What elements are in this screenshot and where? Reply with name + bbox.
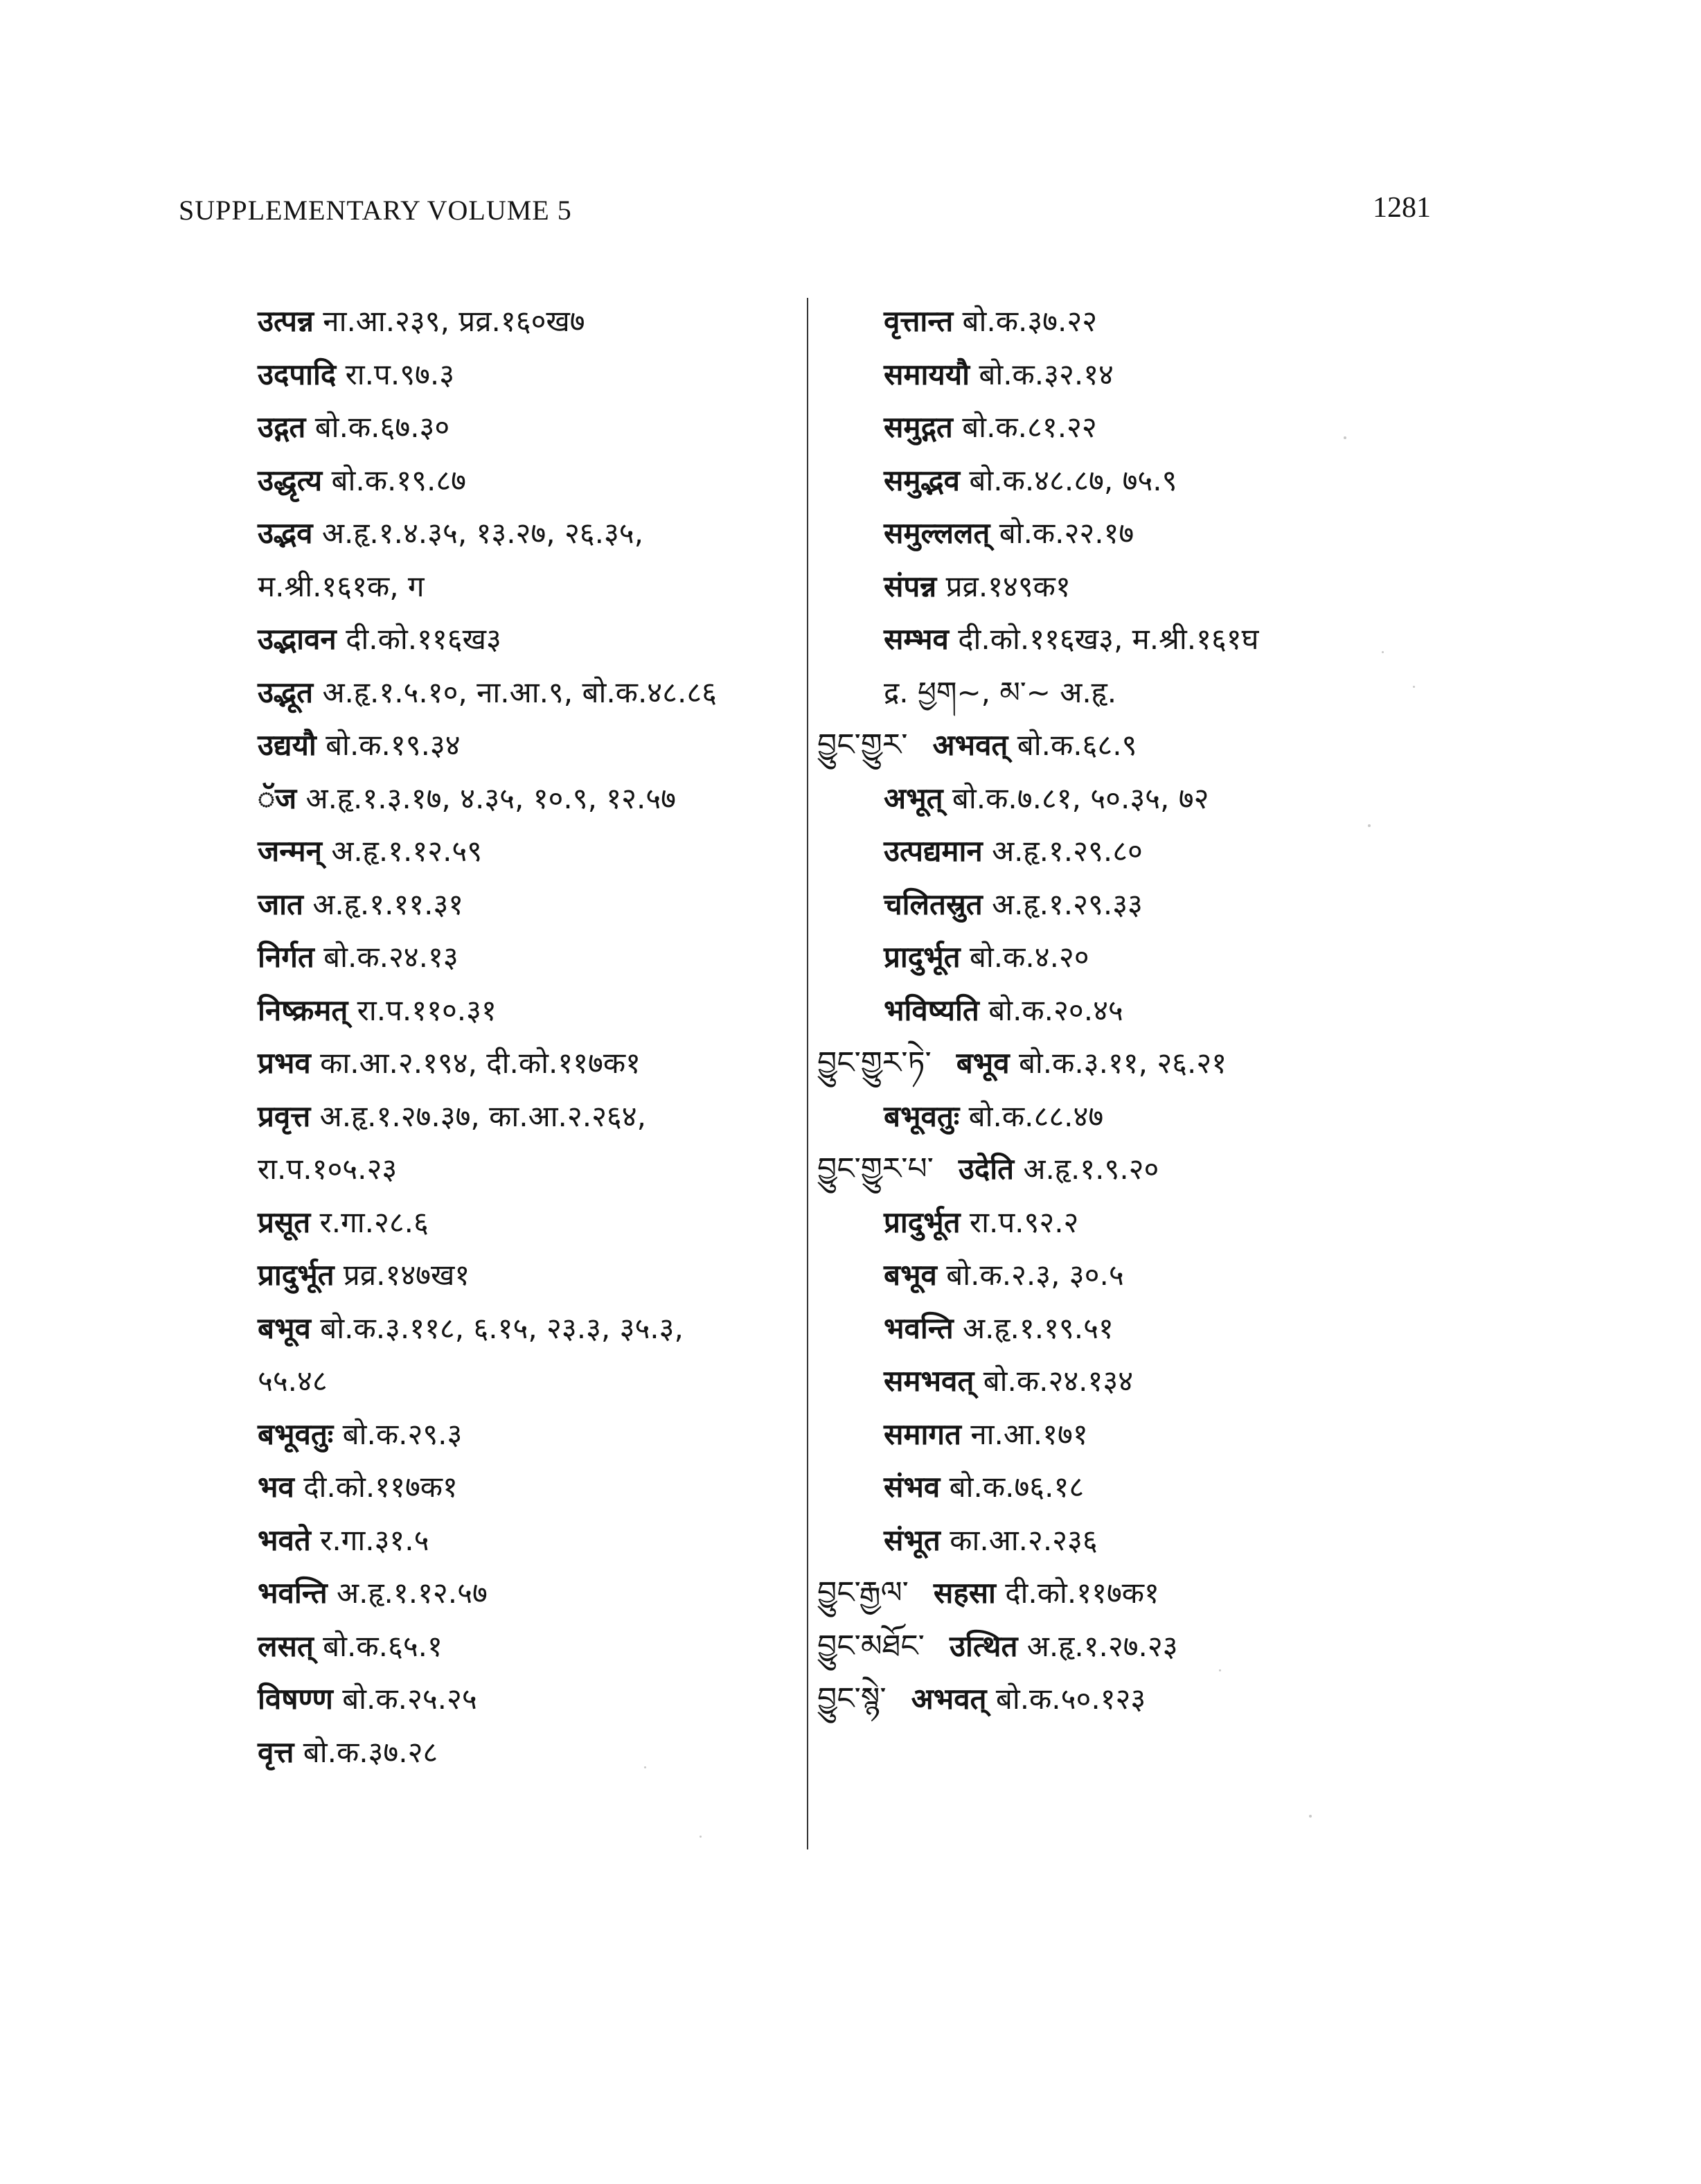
- headword: प्रादुर्भूत: [884, 940, 961, 974]
- headword: सहसा: [933, 1576, 996, 1610]
- headword: लसत्: [258, 1628, 314, 1663]
- reference: रा.प.११०.३१: [357, 993, 497, 1027]
- index-entry: [258, 772, 805, 826]
- scan-speck: [1344, 436, 1346, 439]
- reference: रा.प.१०५.२३: [258, 1152, 398, 1186]
- index-entry: [258, 1249, 805, 1302]
- index-entry: [258, 1673, 805, 1726]
- headword: भवन्ति: [884, 1311, 954, 1345]
- reference: र.गा.२८.६: [319, 1205, 429, 1239]
- tibetan-entry: [817, 719, 1551, 772]
- index-entry: [817, 348, 1551, 402]
- index-entry: [817, 984, 1551, 1038]
- reference: बो.क.६५.१: [323, 1628, 443, 1663]
- index-entry: [258, 719, 805, 772]
- page-number: 1281: [1373, 192, 1431, 224]
- headword: संभव: [884, 1470, 941, 1504]
- reference: बो.क.२४.१३४: [983, 1364, 1134, 1398]
- index-entry: [258, 560, 805, 614]
- headword: प्रभव: [258, 1046, 311, 1080]
- reference: दी.को.११७क१: [1005, 1576, 1159, 1610]
- headword: समागत: [884, 1417, 961, 1451]
- headword: उत्पन्न: [258, 304, 314, 338]
- tibetan-entry: [817, 1567, 1551, 1620]
- reference: प्रव्र.१४९क१: [945, 569, 1071, 603]
- index-entry: [258, 1726, 805, 1779]
- index-entry: [817, 1355, 1551, 1408]
- scan-speck: [1382, 651, 1384, 653]
- headword: निष्क्रमत्: [258, 993, 348, 1027]
- reference: दी.को.११६ख३, म.श्री.१६१घ: [958, 622, 1259, 656]
- reference: बो.क.१९.८७: [331, 463, 467, 497]
- reference: बो.क.१९.३४: [326, 728, 461, 762]
- headword: उद्गत: [258, 410, 306, 444]
- tibetan-term: བྱུང་གྱུར་: [817, 727, 908, 763]
- scan-speck: [1219, 1669, 1221, 1671]
- headword: भवन्ति: [258, 1576, 328, 1610]
- tibetan-term: བྱུང་མཐོང་: [817, 1628, 925, 1664]
- reference: बो.क.४.२०: [969, 940, 1089, 974]
- index-entry: [817, 825, 1551, 878]
- headword: अभूत्: [884, 781, 943, 815]
- headword: उद्भूत: [258, 675, 314, 709]
- headword: संपन्न: [884, 569, 937, 603]
- reference: बो.क.८८.४७: [968, 1099, 1104, 1133]
- reference: अ.हृ.१.२९.८०: [992, 834, 1143, 868]
- reference: बो.क.२.३, ३०.५: [946, 1258, 1124, 1292]
- headword: बभूव: [884, 1258, 937, 1292]
- index-entry: [258, 1302, 805, 1356]
- reference: बो.क.३७.२८: [303, 1734, 438, 1769]
- reference: रा.प.९७.३: [345, 357, 455, 391]
- index-entry: [258, 1143, 805, 1196]
- scan-speck: [700, 1836, 702, 1838]
- index-entry: [258, 1090, 805, 1144]
- reference: का.आ.२.१९४, दी.को.११७क१: [320, 1046, 641, 1080]
- reference: अ.हृ.१.११.३१: [312, 887, 464, 921]
- headword: प्रादुर्भूत: [884, 1205, 961, 1239]
- index-entry: [258, 1408, 805, 1462]
- reference: अ.हृ.१.१९.५१: [963, 1311, 1114, 1345]
- index-entry: [258, 454, 805, 508]
- headword: उद्भव: [258, 516, 313, 550]
- scan-speck: [1413, 686, 1415, 688]
- right-column: [817, 295, 1551, 1726]
- headword: उद्भावन: [258, 622, 337, 656]
- headword: समाययौ: [884, 357, 970, 391]
- index-entry: [817, 1514, 1551, 1568]
- reference: प्रव्र.१४७ख१: [343, 1258, 470, 1292]
- reference: का.आ.२.२३६: [950, 1522, 1098, 1557]
- index-entry: [258, 1567, 805, 1620]
- headword: समुल्ललत्: [884, 516, 990, 550]
- index-entry: [817, 613, 1551, 666]
- headword: उदेति: [958, 1152, 1015, 1186]
- headword: निर्गत: [258, 940, 314, 974]
- index-entry: [817, 1249, 1551, 1302]
- tibetan-entry: [817, 1620, 1551, 1673]
- reference: अ.हृ.१.२७.३७, का.आ.२.२६४,: [319, 1099, 646, 1133]
- index-entry: [258, 1620, 805, 1673]
- tibetan-term: བྱུང་གྱུར་པ་: [817, 1151, 934, 1187]
- headword: वृत्तान्त: [884, 304, 954, 338]
- index-entry: [258, 348, 805, 402]
- headword: बभूव: [956, 1046, 1010, 1080]
- reference: अ.हृ.१.५.१०, ना.आ.९, बो.क.४८.८६: [322, 675, 718, 709]
- headword: संभूत: [884, 1522, 941, 1557]
- reference: बो.क.४८.८७, ७५.९: [969, 463, 1177, 497]
- column-divider: [807, 298, 808, 1849]
- headword: उद्ययौ: [258, 728, 317, 762]
- index-entry: [258, 401, 805, 454]
- headword: उत्पद्यमान: [884, 834, 983, 868]
- reference: बो.क.२२.१७: [999, 516, 1134, 550]
- index-entry: [817, 454, 1551, 508]
- index-entry: [817, 1196, 1551, 1250]
- reference: अ.हृ.१.१२.५९: [331, 834, 483, 868]
- index-entry: [817, 1461, 1551, 1514]
- reference: बो.क.३७.२२: [962, 304, 1098, 338]
- headword: जात: [258, 887, 303, 921]
- tibetan-term: བྱུང་རྒྱལ་: [817, 1575, 909, 1610]
- scan-speck: [1368, 824, 1371, 827]
- reference: बो.क.७६.१८: [949, 1470, 1085, 1504]
- index-entry: [258, 507, 805, 560]
- reference: अ.हृ.१.२७.२३: [1026, 1628, 1178, 1663]
- index-entry: [817, 295, 1551, 348]
- reference: बो.क.२९.३: [342, 1417, 463, 1451]
- index-entry: [258, 878, 805, 932]
- headword: बभूवतुः: [884, 1099, 960, 1133]
- headword: ॅज: [258, 781, 297, 815]
- reference: बो.क.७.८१, ५०.३५, ७२: [952, 781, 1209, 815]
- headword: भवते: [258, 1522, 311, 1557]
- tibetan-entry: [817, 1673, 1551, 1726]
- headword: प्रवृत्त: [258, 1099, 311, 1133]
- tibetan-term: བྱུང་གྱུར་ཏེ་: [817, 1045, 932, 1081]
- index-entry: [817, 401, 1551, 454]
- reference: म.श्री.१६१क, ग: [258, 569, 425, 603]
- headword: सम्भव: [884, 622, 949, 656]
- reference: रा.प.९२.२: [969, 1205, 1079, 1239]
- scan-speck: [644, 1766, 646, 1768]
- headword: बभूव: [258, 1311, 311, 1345]
- headword: प्रादुर्भूत: [258, 1258, 335, 1292]
- index-entry: [817, 1302, 1551, 1356]
- index-entry: [258, 1461, 805, 1514]
- headword: प्रसूत: [258, 1205, 311, 1239]
- headword: जन्मन्: [258, 834, 322, 868]
- index-entry: [817, 931, 1551, 984]
- reference: बो.क.८१.२२: [962, 410, 1097, 444]
- page-header: [179, 187, 1431, 236]
- reference: र.गा.३१.५: [320, 1522, 429, 1557]
- tibetan-entry: [817, 1143, 1551, 1196]
- headword: समभवत्: [884, 1364, 974, 1398]
- headword: विषण्ण: [258, 1682, 333, 1716]
- tibetan-entry: [817, 1037, 1551, 1090]
- reference: अ.हृ.१.४.३५, १३.२७, २६.३५,: [321, 516, 643, 550]
- index-entry: [817, 772, 1551, 826]
- headword: समुद्गत: [884, 410, 953, 444]
- index-entry: [817, 1408, 1551, 1462]
- reference: अ.हृ.१.१२.५७: [337, 1576, 488, 1610]
- headword: अभवत्: [932, 728, 1008, 762]
- index-entry: [258, 984, 805, 1038]
- reference: बो.क.२४.१३: [323, 940, 458, 974]
- tibetan-term: བྱུང་སྙེ་: [817, 1681, 887, 1716]
- headword: समुद्भव: [884, 463, 960, 497]
- index-entry: [258, 613, 805, 666]
- reference: दी.को.११७क१: [303, 1470, 458, 1504]
- left-column: [258, 295, 805, 1779]
- reference: द्र. ཕྱག~, མ་~ अ.हृ.: [884, 675, 1117, 709]
- index-entry: [258, 295, 805, 348]
- index-entry: [817, 507, 1551, 560]
- index-entry: [817, 878, 1551, 932]
- headword: भव: [258, 1470, 294, 1504]
- reference: अ.हृ.१.२९.३३: [992, 887, 1143, 921]
- reference: बो.क.६७.३०: [314, 410, 450, 444]
- headword: बभूवतुः: [258, 1417, 334, 1451]
- index-entry: [817, 666, 1551, 720]
- headword: उदपादि: [258, 357, 337, 391]
- index-entry: [258, 825, 805, 878]
- reference: ५५.४८: [258, 1364, 328, 1398]
- index-entry: [258, 931, 805, 984]
- index-entry: [817, 1090, 1551, 1144]
- reference: बो.क.६८.९: [1017, 728, 1137, 762]
- headword: उद्धृत्य: [258, 463, 323, 497]
- headword: चलितस्रुत: [884, 887, 983, 921]
- scan-speck: [1309, 1815, 1312, 1818]
- headword: भविष्यति: [884, 993, 979, 1027]
- reference: अ.हृ.१.३.१७, ४.३५, १०.९, १२.५७: [305, 781, 676, 815]
- reference: अ.हृ.१.९.२०: [1023, 1152, 1159, 1186]
- running-header: SUPPLEMENTARY VOLUME 5: [179, 195, 572, 226]
- reference: बो.क.५०.१२३: [995, 1682, 1146, 1716]
- reference: बो.क.३.११८, ६.१५, २३.३, ३५.३,: [320, 1311, 684, 1345]
- reference: बो.क.२०.४५: [988, 993, 1123, 1027]
- index-entry: [258, 1355, 805, 1408]
- index-entry: [817, 560, 1551, 614]
- index-entry: [258, 1514, 805, 1568]
- index-entry: [258, 1037, 805, 1090]
- reference: बो.क.३२.१४: [979, 357, 1114, 391]
- reference: दी.को.११६ख३: [346, 622, 501, 656]
- reference: बो.क.३.११, २६.२१: [1018, 1046, 1227, 1080]
- reference: ना.आ.२३९, प्रव्र.१६०ख७: [323, 304, 585, 338]
- index-entry: [258, 1196, 805, 1250]
- reference: ना.आ.१७१: [970, 1417, 1088, 1451]
- headword: अभवत्: [911, 1682, 987, 1716]
- headword: वृत्त: [258, 1734, 294, 1769]
- reference: बो.क.२५.२५: [342, 1682, 477, 1716]
- index-entry: [258, 666, 805, 720]
- headword: उत्थित: [949, 1628, 1018, 1663]
